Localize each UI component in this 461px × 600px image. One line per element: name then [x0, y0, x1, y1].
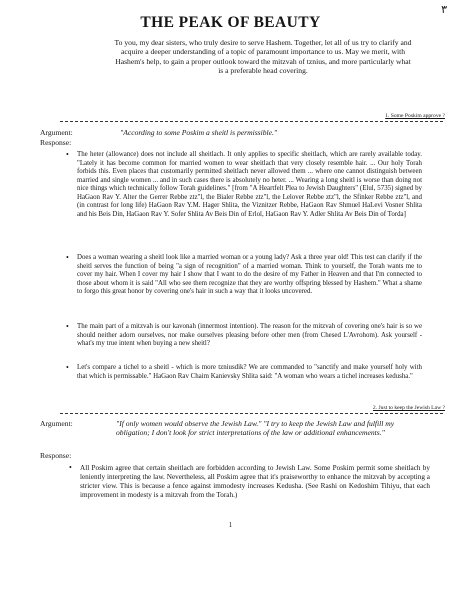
page-title: THE PEAK OF BEAUTY [140, 14, 321, 31]
argument-text: "If only women would observe the Jewish Law." "I try to keep the Jewish Law and fulfill my obligation; I don't look for strict interpretations of the law or additional enhancements." [116, 419, 395, 438]
section-2-divider [60, 413, 444, 414]
argument-text: "According to some Poskim a sheitl is permissible." [120, 128, 278, 137]
corner-page-mark: ٣ [441, 4, 447, 16]
section-2-reference: 2. Just to keep the Jewish Law ? [372, 405, 445, 411]
section-1-divider [60, 121, 444, 122]
response-bullet [66, 322, 422, 349]
response-label: Response: [40, 451, 72, 460]
response-bullet [66, 253, 422, 297]
bullet-text: All Poskim agree that certain sheitlach are forbidden according to Jewish Law. Some Poskim permit some sheitlach by leniently interpreting the law. Nevertheless, all Poskim agree that it's praiseworthy to enhance the mitzvah by accepting a stricter view. This is because a fence against immodesty increases Kedusha. (See Rashi on Kedoshim Tihiyu, that each improvement in modesty is a mitzvah from the Torah.) [80, 464, 430, 499]
intro-paragraph: To you, my dear sisters, who truly desire to serve Hashem. Together, let all of us try to clarify and acquire a deeper understanding of a topic of paramount importance to us. May we merit, with Hashem's help, to gain a proper outlook toward the mitzvah of tznius, and more particularly what is a preferable head covering. [114, 38, 412, 76]
bullet-text: Let's compare a tichel to a sheitl - which is more tzniusdik? We are commanded to "sanctify and make yourself holy with that which is permissable." HaGaon Rav Chaim Kanievsky Shlita said: "A woman who wears a tichel increases kedusha." [77, 364, 422, 380]
response-bullet [66, 150, 422, 219]
bullet-marker: • [66, 150, 69, 159]
bullet-marker: • [66, 363, 69, 372]
bullet-marker: • [69, 463, 72, 472]
response-label: Response: [40, 138, 72, 147]
bullet-text: The heter (allowance) does not include all sheitlach. It only applies to specific sheitlach, which are rarely available today. "Lately it has become common for married women to wear sheitlach that very closely resemble hair. ... Our holy Torah forbids this. Even places that customarily permitted sheitlach never allowed them ... where one cannot distinguish between married and single women ... and in such cases there is absolutely no heter. ... Wearing a long sheitl is worse than doing not nice things which technically follow Torah guidelines." [from "A Heartfelt Plea to Jewish Daughters" (Elul, 5735) signed by HaGaon Rav Y. Alter the Gerrer Rebbe ztz"l, the Bialer Rebbe ztz"l, the Lelover Rebbe ztz"l, the Sfinker Rebbe ztz"l, and (in contrast for long life) HaGaon Rav Y.M. Hager Shlita, the Viznitzer Rebbe, HaGaon Rav Shmuel HaLevi Vosner Shlita and his Beis Din, HaGaon Rav Y. Sofer Shlita Av Beis Din of Erlol, HaGaon Rav Y. Adler Shlita Av Beis Din of Torda] [77, 151, 422, 218]
section-1-reference: 1. Some Poskim approve ? [385, 113, 445, 119]
argument-label: Argument: [40, 419, 73, 428]
response-bullet [69, 463, 430, 500]
bullet-text: Does a woman wearing a sheitl look like a married woman or a young lady? Ask a three year old! This test can clarify if the sheitl serves the function of being "a sign of recognition" of a married woman. Think to yourself, the Torah wants me to cover my hair. When I cover my hair I show that I want to do the desire of my Father in Heaven and that I'm connected to those about whom it is said "All who see them recognize that they are worthy offspring blessed by Hashem." What a shame to forgo this great honor by covering one's hair in such a way that it looks uncovered. [77, 254, 422, 295]
bullet-text: The main part of a mitzvah is our kavonah (innermost intention). The reason for the mitzvah of covering one's hair is so we should neither adorn ourselves, nor make ourselves pleasing before other men (from Chesed L'Avrohom). Ask yourself - what's my true intent when buying a new sheitl? [77, 323, 422, 347]
bullet-marker: • [66, 253, 69, 262]
page-number: 1 [228, 521, 233, 529]
response-bullet [66, 363, 422, 381]
argument-label: Argument: [40, 128, 73, 137]
bullet-marker: • [66, 322, 69, 331]
